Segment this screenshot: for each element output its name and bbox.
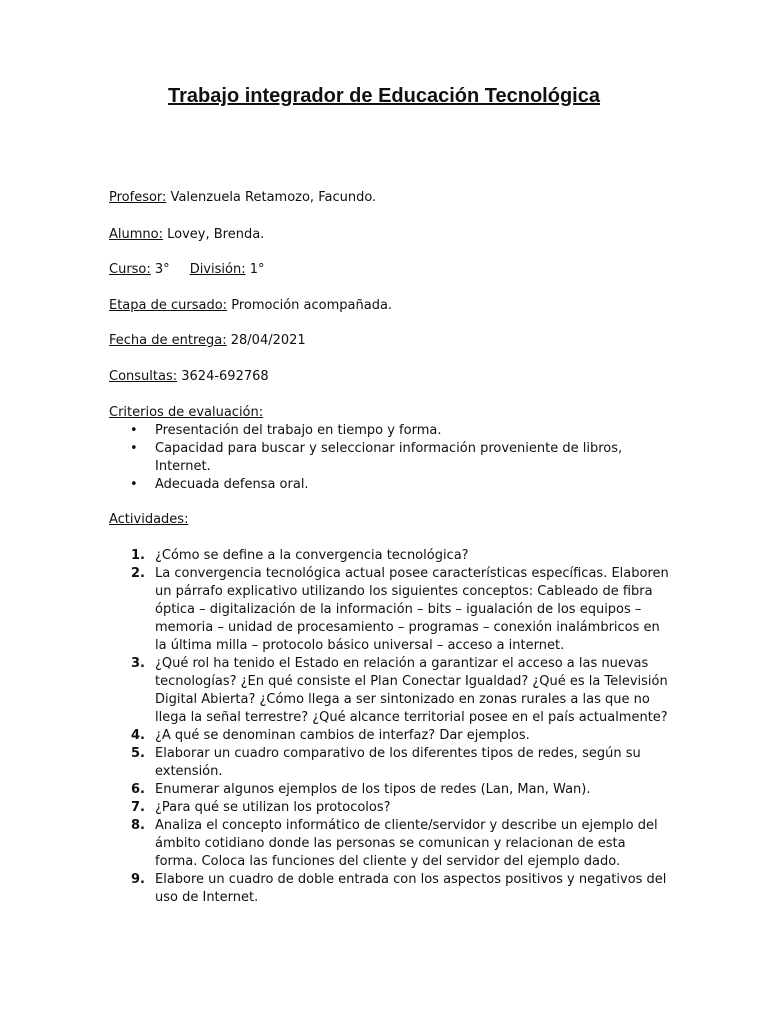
criterios-list xyxy=(109,422,669,494)
item-text: Elabore un cuadro de doble entrada con los aspectos positivos y negativos del uso de Internet. xyxy=(155,872,667,905)
list-item xyxy=(109,781,669,799)
curso-label: Curso: xyxy=(109,262,151,277)
etapa-label: Etapa de cursado: xyxy=(109,298,228,313)
item-number: 3. xyxy=(131,656,145,671)
bullet-icon: • xyxy=(130,423,138,438)
bullet-icon: • xyxy=(130,477,138,492)
profesor-label: Profesor: xyxy=(109,190,167,205)
item-text: Elaborar un cuadro comparativo de los diferentes tipos de redes, según su extensión. xyxy=(155,746,641,779)
item-text: ¿Cómo se define a la convergencia tecnológica? xyxy=(155,548,469,563)
curso-row xyxy=(109,261,264,279)
division-value: 1° xyxy=(245,262,265,277)
etapa-value: Promoción acompañada. xyxy=(227,298,393,313)
item-text: Enumerar algunos ejemplos de los tipos de redes (Lan, Man, Wan). xyxy=(155,782,591,797)
profesor-row xyxy=(109,189,376,207)
actividades-section xyxy=(109,511,669,907)
item-text: ¿Qué rol ha tenido el Estado en relación a garantizar el acceso a las nuevas tecnologías? ¿En qué consiste el Plan Conectar Igualdad? ¿Qué es la Televisión Digital Abierta? ¿Cómo llega a ser sintonizado en zonas rurales a las que no llega la señal terrestre? ¿Qué alcance territorial posee en el país actualmente? xyxy=(155,656,668,725)
item-number: 8. xyxy=(131,818,145,833)
item-text: Analiza el concepto informático de cliente/servidor y describe un ejemplo del ámbito cotidiano donde las personas se comunican y relacionan de esta forma. Coloca las funciones del cliente y del servidor del ejemplo dado. xyxy=(155,818,658,869)
list-item xyxy=(109,745,669,781)
item-number: 5. xyxy=(131,746,145,761)
item-number: 2. xyxy=(131,566,145,581)
criterio-text: Adecuada defensa oral. xyxy=(155,477,309,492)
actividades-list xyxy=(109,547,669,907)
item-text: ¿Para qué se utilizan los protocolos? xyxy=(155,800,391,815)
fecha-row xyxy=(109,332,306,350)
document-title: Trabajo integrador de Educación Tecnológica xyxy=(168,85,600,107)
fecha-value: 28/04/2021 xyxy=(226,333,306,348)
list-item xyxy=(109,727,669,745)
alumno-label: Alumno: xyxy=(109,227,163,242)
item-number: 1. xyxy=(131,548,145,563)
list-item xyxy=(109,799,669,817)
item-text: La convergencia tecnológica actual posee características específicas. Elaboren un párrafo explicativo utilizando los siguientes conceptos: Cableado de fibra óptica – digitalización de la información – bits – igualación de los equipos – memoria – unidad de procesamiento – programas – conexión inalámbricos en la última milla – protocolo básico universal – acceso a internet. xyxy=(155,566,669,653)
fecha-label: Fecha de entrega: xyxy=(109,333,227,348)
criterio-text: Capacidad para buscar y seleccionar información proveniente de libros, Internet. xyxy=(155,441,623,474)
profesor-value: Valenzuela Retamozo, Facundo. xyxy=(166,190,377,205)
item-number: 7. xyxy=(131,800,145,815)
item-number: 4. xyxy=(131,728,145,743)
list-item xyxy=(109,547,669,565)
alumno-value: Lovey, Brenda. xyxy=(162,227,265,242)
list-item xyxy=(109,440,669,476)
item-number: 9. xyxy=(131,872,145,887)
division-label: División: xyxy=(189,262,246,277)
list-item xyxy=(109,565,669,655)
list-item xyxy=(109,422,669,440)
criterios-section xyxy=(109,404,669,494)
consultas-row xyxy=(109,368,269,386)
actividades-heading: Actividades: xyxy=(109,512,189,527)
item-text: ¿A qué se denominan cambios de interfaz? Dar ejemplos. xyxy=(155,728,530,743)
list-item xyxy=(109,817,669,871)
bullet-icon: • xyxy=(130,441,138,456)
consultas-value: 3624-692768 xyxy=(177,369,269,384)
list-item xyxy=(109,655,669,727)
list-item xyxy=(109,871,669,907)
item-number: 6. xyxy=(131,782,145,797)
criterios-heading: Criterios de evaluación: xyxy=(109,405,264,420)
curso-value: 3° xyxy=(150,262,170,277)
etapa-row xyxy=(109,297,392,315)
criterio-text: Presentación del trabajo en tiempo y forma. xyxy=(155,423,442,438)
list-item xyxy=(109,476,669,494)
consultas-label: Consultas: xyxy=(109,369,178,384)
alumno-row xyxy=(109,226,264,244)
